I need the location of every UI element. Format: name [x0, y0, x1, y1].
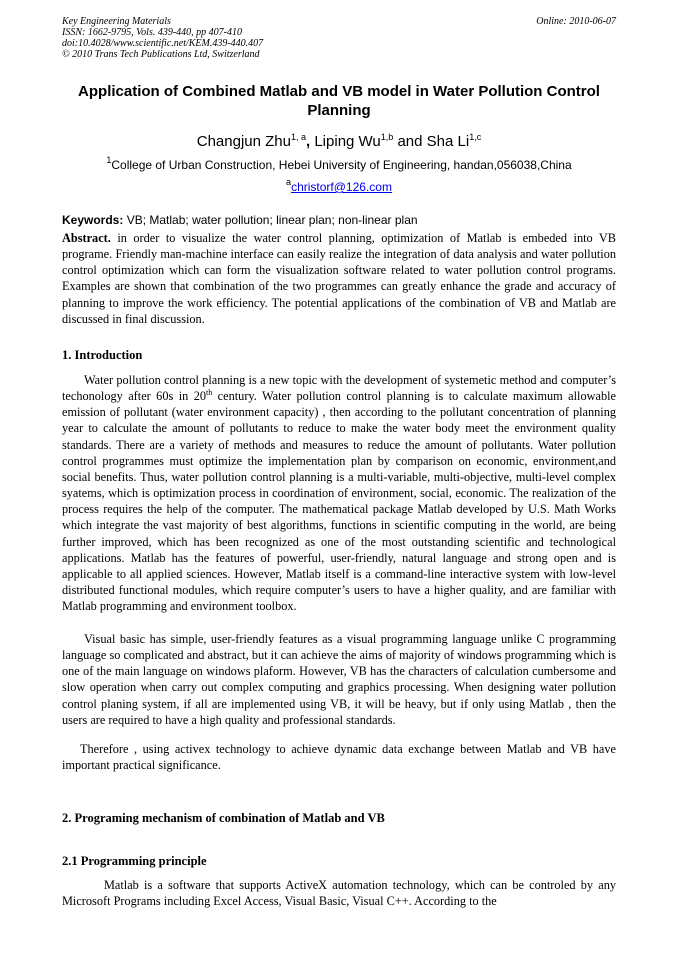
keywords-text: VB; Matlab; water pollution; linear plan; non-linear plan	[126, 213, 418, 227]
introduction-paragraph-2: Visual basic has simple, user-friendly features as a visual programming language unlike C programming language so complicated and abstract, but it can achieve the aims of majority of windows programming which is one of the main language on windows plaform. However, VB has the characters of calculation cumbersome and slow operation when carry out complex computing and graphics processing. When designing water pollution control planing system, if all are implemented using VB, it will be heavy, but if only using Matlab , then the users are required to have a high quality and professional standards.	[62, 632, 616, 727]
author-name: Sha Li	[426, 133, 470, 150]
affiliation	[62, 157, 616, 173]
keywords-label: Keywords:	[62, 213, 124, 227]
paragraph-text: Water pollution control planning is a new topic with the development of systemetic method and computer’s techonology after 60s in 20	[62, 373, 616, 404]
email-link[interactable]: christorf@126.com	[291, 180, 392, 194]
author-superscript: 1,c	[469, 132, 482, 142]
issn-line: ISSN: 1662-9795, Vols. 439-440, pp 407-410	[62, 27, 242, 38]
paragraph-text: century. Water pollution control planning is to calculate maximum allowable emission of pollutant (water environment capacity) , then according to the pollutant concentration of planning year to calculate the amount of pollutants to reduce to make the water body meet the environment quality standards. There are a variety of methods and measures to reduce the amount of pollutants. Water pollution control programmes must optimize the implementation plan by comparison on economic, environment,and social benefits. Thus, water pollution control planning is a multi-variable, multi-objective, multi-level complex syatems, which is optimization process in coordination of environment, social, economic. The realization of the process requires the help of the computer. The mathematical package Matlab developed by U.S. Math Works which integrate the vast majority of best algorithms, functions in scientific computing in the world, are being further improved, which has been recognized as one of the most outstanding scientific and technological applications. Matlab has the features of powerful, user-friendly, natural language and strong open and is applicable to all applied sciences. However, Matlab itself is a command-line interactive system with low-level distributed functional modules, which require computer’s users to have a higher quality, and are familiar with Matlab programming and environment toolbox.	[62, 389, 616, 614]
principle-paragraph-1: Matlab is a software that supports ActiveX automation technology, which can be controled by any Microsoft Programs including Excel Access, Visual Basic, Visual C++. According to the	[62, 878, 616, 909]
section-heading-mechanism: 2. Programing mechanism of combination of Matlab and VB	[62, 811, 385, 825]
affiliation-text: College of Urban Construction, Hebei University of Engineering, handan,056038,China	[111, 158, 572, 172]
author-name: Changjun Zhu	[196, 133, 291, 150]
copyright-line: © 2010 Trans Tech Publications Ltd, Switzerland	[62, 49, 260, 60]
author-separator: and	[393, 133, 427, 150]
abstract	[62, 230, 616, 327]
abstract-text: in order to visualize the water control planning, optimization of Matlab is embeded into VB programe. Friendly man-machine interface can easily realize the integration of data analysis and water pollution control optimization which can form the visualization software related to water pollution control programs. Examples are shown that combination of the two programmes can greatly enhance the grade and accuracy of planning to improve the work efficiency. The potential applications of the combination of VB and Matlab are discussed in final discussion.	[62, 231, 616, 326]
subsection-heading-principle: 2.1 Programming principle	[62, 854, 207, 868]
author-name: Liping Wu	[314, 133, 381, 150]
author-separator: ,	[306, 133, 315, 150]
email-superscript: a	[286, 177, 292, 187]
introduction-paragraph-3: Therefore , using activex technology to achieve dynamic data exchange between Matlab and VB have important practical significance.	[62, 742, 616, 773]
abstract-label: Abstract.	[62, 231, 111, 245]
ordinal-superscript: th	[206, 388, 213, 398]
doi-line: doi:10.4028/www.scientific.net/KEM.439-440.407	[62, 38, 264, 49]
author-superscript: 1,b	[380, 132, 394, 142]
header-left	[62, 16, 616, 60]
introduction-paragraph-1	[62, 372, 616, 614]
author-list	[62, 133, 616, 151]
email-line	[62, 179, 616, 195]
author-superscript: 1, a	[290, 132, 306, 142]
affiliation-superscript: 1	[106, 155, 112, 165]
journal-header	[62, 16, 616, 60]
online-date: Online: 2010-06-07	[536, 16, 616, 27]
journal-name: Key Engineering Materials	[62, 16, 171, 27]
keywords	[62, 213, 616, 228]
section-heading-introduction: 1. Introduction	[62, 348, 143, 362]
paper-title: Application of Combined Matlab and VB model in Water Pollution Control Planning	[78, 83, 600, 119]
